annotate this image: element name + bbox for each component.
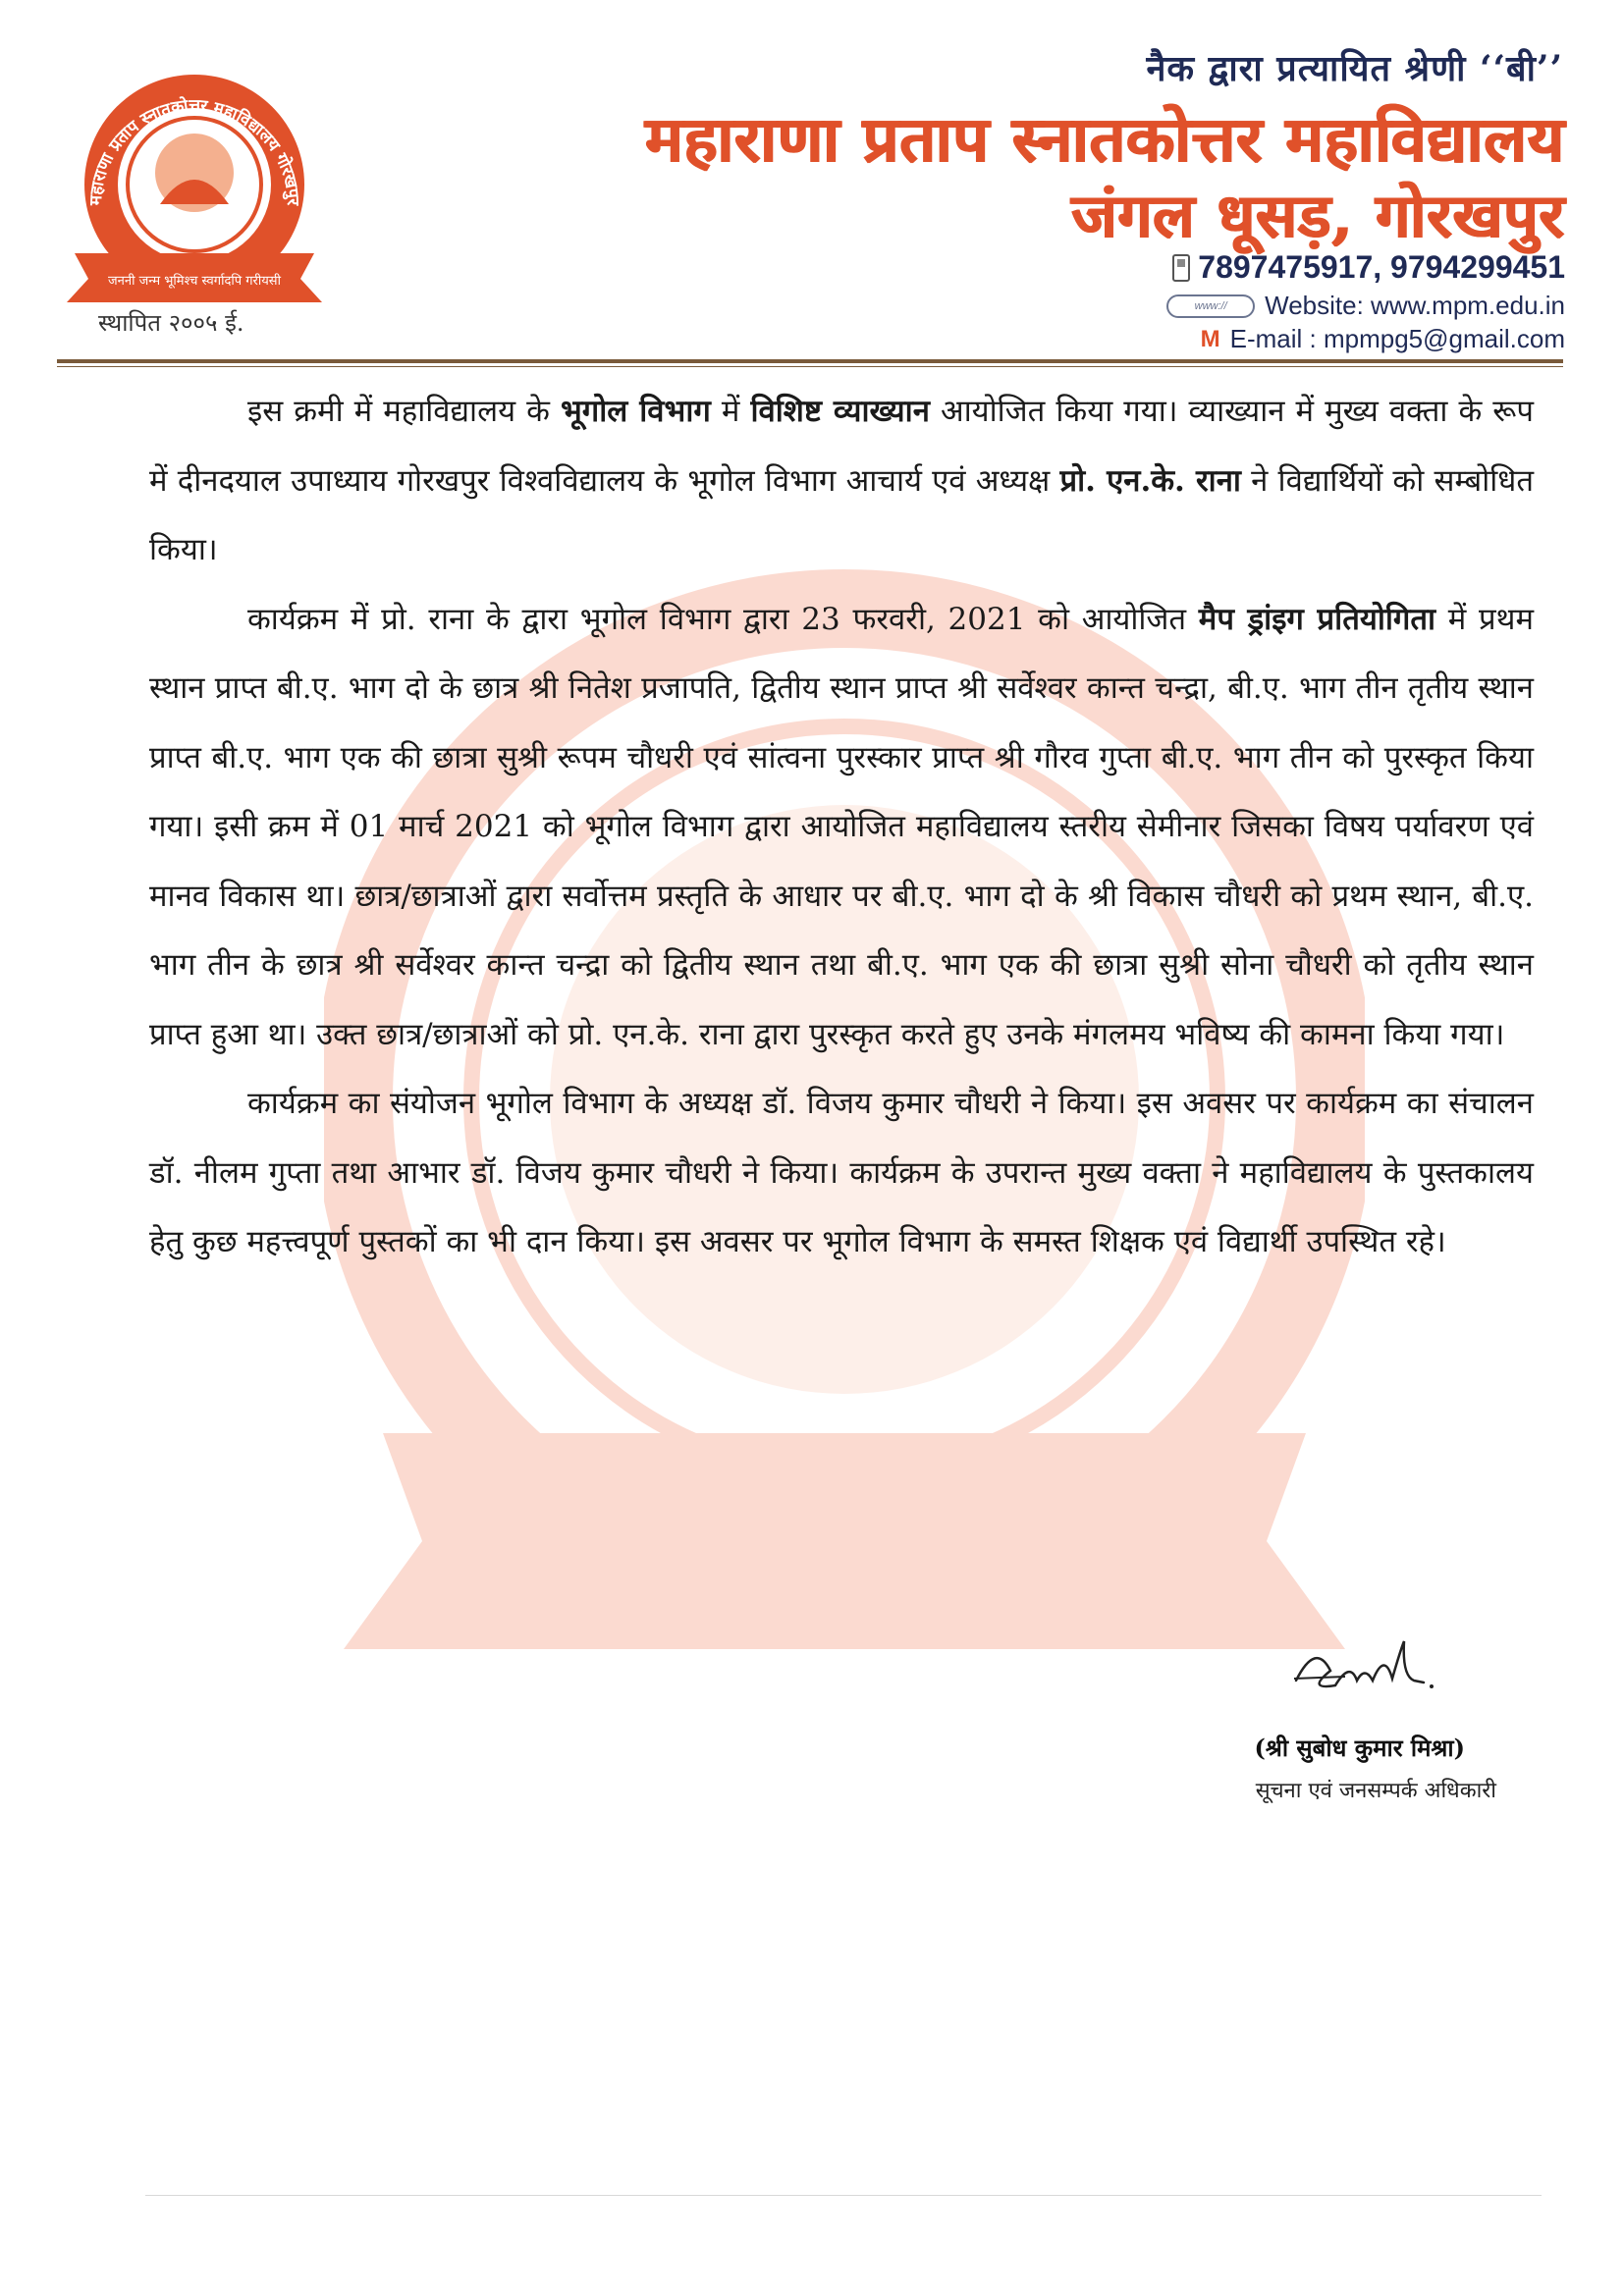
p1-bold-2: विशिष्ट व्याख्यान xyxy=(750,394,930,429)
p2-text-2: में प्रथम स्थान प्राप्त बी.ए. भाग दो के छात्र श्री नितेश प्रजापति, द्वितीय स्थान प्राप्त श्री सर्वेश्वर कान्त चन्द्रा, बी.ए. भाग तीन तृतीय स्थान प्राप्त बी.ए. भाग एक की छात्रा सुश्री रूपम चौधरी एवं सांत्वना पुरस्कार प्राप्त श्री गौरव गुप्ता बी.ए. भाग तीन को पुरस्कृत किया गया। इसी क्रम में 01 मार्च 2021 को भूगोल विभाग द्वारा आयोजित महाविद्यालय स्तरीय सेमीनार जिसका विषय पर्यावरण एवं मानव विकास था। छात्र/छात्राओं द्वारा सर्वोत्तम प्रस्तृति के आधार पर बी.ए. भाग दो के श्री विकास चौधरी को प्रथम स्थान, बी.ए. भाग तीन के छात्र श्री सर्वेश्वर कान्त चन्द्रा को द्वितीय स्थान तथा बी.ए. भाग एक की छात्रा सुश्री सोना चौधरी को तृतीय स्थान प्राप्त हुआ था। उक्त छात्र/छात्राओं को प्रो. एन.के. राना द्वारा पुरस्कृत करते हुए उनके मंगलमय भविष्य की कामना किया गया। xyxy=(149,601,1535,1052)
established-year: स्थापित २००५ ई. xyxy=(98,309,244,337)
p1-text-3: आयोजित किया गया। व्याख्यान में मुख्य वक्ता के रूप में दीनदयाल उपाध्याय गोरखपुर विश्वविद्यालय के भूगोल विभाग आचार्य एवं अध्यक्ष xyxy=(149,394,1534,499)
p1-text-2: में xyxy=(710,394,751,429)
signature xyxy=(1276,1631,1443,1710)
mail-icon: M xyxy=(1200,325,1220,352)
header-divider-thin xyxy=(57,366,1563,367)
naac-grade: नैक द्वारा प्रत्यायित श्रेणी ‘‘बी’’ xyxy=(1146,48,1563,89)
svg-text:महाराणा प्रताप स्नातकोत्तर महा: महाराणा प्रताप स्नातकोत्तर महाविद्यालय गोरखपुर xyxy=(85,95,303,206)
email-link[interactable]: E-mail : mpmpg5@gmail.com xyxy=(1229,324,1565,353)
phone-icon xyxy=(1172,254,1190,282)
p1-text-4: ने विद्यार्थियों को सम्बोधित किया। xyxy=(149,462,1534,567)
email-line xyxy=(1201,324,1565,354)
website-line xyxy=(1166,291,1565,321)
phone-text: 7897475917, 9794299451 xyxy=(1198,249,1565,285)
header-divider xyxy=(57,359,1563,363)
p2-bold-1: मैप ड्रांइग प्रतियोगिता xyxy=(1198,601,1436,637)
paragraph-3: कार्यक्रम का संयोजन भूगोल विभाग के अध्यक्ष डॉ. विजय कुमार चौधरी ने किया। इस अवसर पर कार्यक्रम का संचालन डॉ. नीलम गुप्ता तथा आभार डॉ. विजय कुमार चौधरी ने किया। कार्यक्रम के उपरान्त मुख्य वक्ता ने महाविद्यालय के पुस्तकालय हेतु कुछ महत्त्वपूर्ण पुस्तकों का भी दान किया। इस अवसर पर भूगोल विभाग के समस्त शिक्षक एवं विद्यार्थी उपस्थित रहे। xyxy=(149,1086,1534,1259)
paragraph-2 xyxy=(149,585,1534,1070)
svg-text:जननी जन्म भूमिश्च स्वर्गादपि ग: जननी जन्म भूमिश्च स्वर्गादपि गरीयसी xyxy=(108,274,281,289)
p2-text-1: कार्यक्रम में प्रो. राना के द्वारा भूगोल विभाग द्वारा 23 फरवरी, 2021 को आयोजित xyxy=(247,601,1199,637)
p1-bold-3: प्रो. एन.के. राना xyxy=(1059,462,1241,499)
p1-text-1: इस क्रमी में महाविद्यालय के xyxy=(247,394,561,429)
paragraph-1 xyxy=(149,377,1534,585)
signatory-name: (श्री सुबोध कुमार मिश्रा) xyxy=(1254,1734,1465,1762)
website-link[interactable]: Website: www.mpm.edu.in xyxy=(1265,291,1565,320)
college-place: जंगल धूसड़, गोरखपुर xyxy=(1071,180,1565,251)
footer-divider xyxy=(145,2195,1542,2196)
p1-bold-1: भूगोल विभाग xyxy=(561,394,711,429)
phone-numbers xyxy=(1172,249,1565,286)
college-emblem-icon xyxy=(57,57,332,312)
letter-body xyxy=(149,377,1534,1277)
college-name: महाराणा प्रताप स्नातकोत्तर महाविद्यालय xyxy=(645,103,1565,177)
www-icon: www:// xyxy=(1166,294,1255,318)
signatory-title: सूचना एवं जनसम्पर्क अधिकारी xyxy=(1255,1779,1496,1803)
